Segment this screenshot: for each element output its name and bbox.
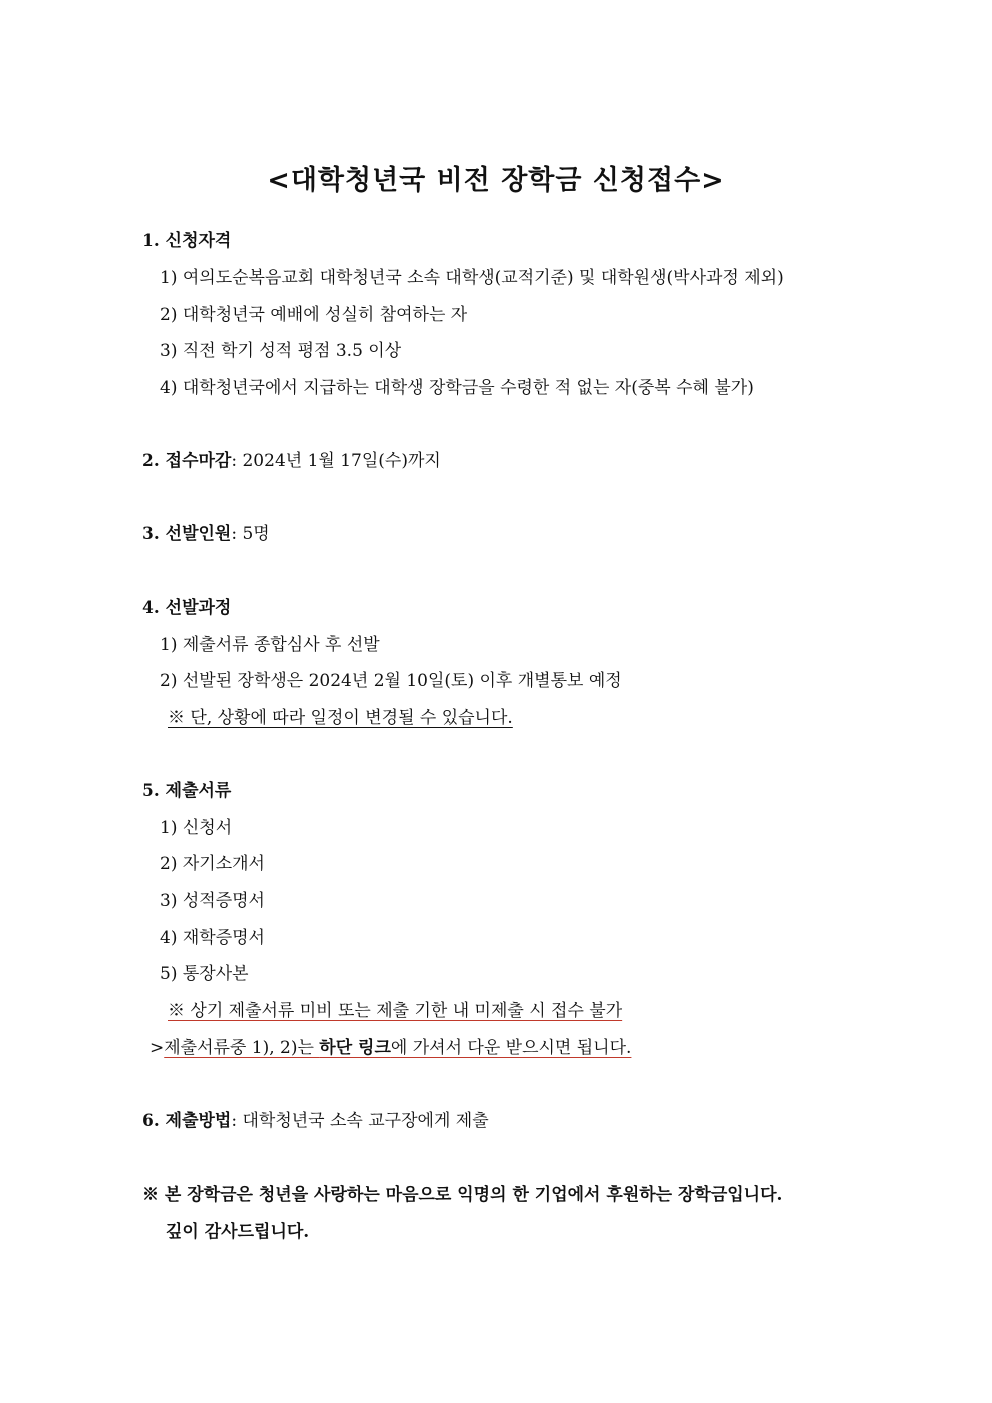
link-note-bold: 하단 링크 [319, 1038, 391, 1058]
documents-item-3: 3) 성적증명서 [160, 891, 265, 911]
eligibility-item-3: 3) 직전 학기 성적 평점 3.5 이상 [160, 341, 402, 361]
section-recipients [142, 522, 270, 546]
recipients-heading: 3. 선발인원 [142, 524, 232, 544]
documents-item-4: 4) 재학증명서 [160, 928, 265, 948]
link-note-prefix: > [150, 1038, 165, 1058]
closing-line-1: ※ 본 장학금은 청년을 사랑하는 마음으로 익명의 한 기업에서 후원하는 장학금입니다. [142, 1185, 783, 1205]
link-note-part2: 에 가셔서 다운 받으시면 됩니다. [390, 1038, 632, 1058]
section-documents-heading: 5. 제출서류 [142, 781, 232, 801]
recipients-value: : 5명 [231, 524, 270, 544]
section-submission [142, 1109, 489, 1133]
closing-line-2: 깊이 감사드립니다. [166, 1222, 310, 1242]
link-note-part1: 제출서류중 1), 2)는 [164, 1038, 320, 1058]
link-note-text [164, 1038, 631, 1058]
selection-note: ※ 단, 상황에 따라 일정이 변경될 수 있습니다. [168, 708, 513, 728]
selection-item-2: 2) 선발된 장학생은 2024년 2월 10일(토) 이후 개별통보 예정 [160, 671, 622, 691]
eligibility-item-1: 1) 여의도순복음교회 대학청년국 소속 대학생(교적기준) 및 대학원생(박사과정 제외) [160, 268, 784, 288]
section-selection-heading: 4. 선발과정 [142, 598, 232, 618]
documents-item-5: 5) 통장사본 [160, 964, 249, 984]
documents-note: ※ 상기 제출서류 미비 또는 제출 기한 내 미제출 시 접수 불가 [168, 1001, 623, 1021]
submission-heading: 6. 제출방법 [142, 1111, 232, 1131]
selection-item-1: 1) 제출서류 종합심사 후 선발 [160, 635, 380, 655]
page-title: <대학청년국 비전 장학금 신청접수> [267, 165, 725, 196]
documents-item-2: 2) 자기소개서 [160, 854, 265, 874]
section-eligibility-heading: 1. 신청자격 [142, 231, 232, 251]
deadline-heading: 2. 접수마감 [142, 451, 232, 471]
documents-link-note [150, 1036, 631, 1060]
section-deadline [142, 449, 441, 473]
eligibility-item-4: 4) 대학청년국에서 지급하는 대학생 장학금을 수령한 적 없는 자(중복 수혜 불가) [160, 378, 754, 398]
submission-value: : 대학청년국 소속 교구장에게 제출 [231, 1111, 489, 1131]
documents-item-1: 1) 신청서 [160, 818, 233, 838]
eligibility-item-2: 2) 대학청년국 예배에 성실히 참여하는 자 [160, 305, 468, 325]
deadline-value: : 2024년 1월 17일(수)까지 [231, 451, 441, 471]
